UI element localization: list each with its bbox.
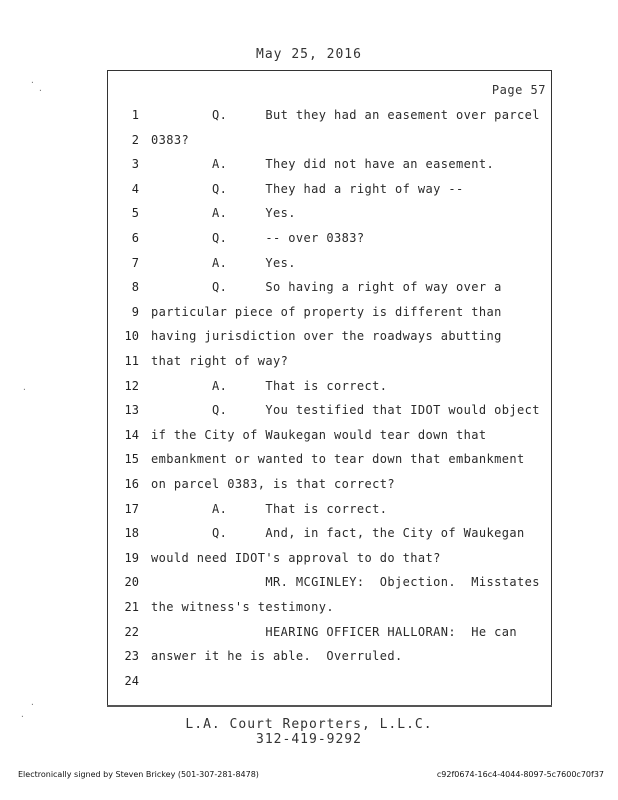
transcript-line: [107, 157, 552, 177]
line-number: 21: [124, 600, 139, 614]
transcript-line: [107, 575, 552, 595]
line-number: 13: [124, 403, 139, 418]
line-text: Q. You testified that IDOT would object: [151, 403, 540, 418]
page-date: May 25, 2016: [256, 47, 362, 62]
transcript-line: [107, 600, 552, 620]
transcript-line: [107, 133, 552, 153]
line-text: A. That is correct.: [151, 501, 388, 516]
transcript-line: [107, 477, 552, 497]
line-number: 17: [124, 501, 139, 516]
line-number: 19: [124, 550, 139, 565]
transcript-line: [107, 403, 552, 423]
transcript-line: [107, 329, 552, 349]
scan-speck: ·: [20, 712, 25, 721]
transcript-line: [107, 206, 552, 226]
scan-speck: ·: [38, 86, 43, 95]
line-number: 11: [124, 354, 139, 368]
line-number: 18: [124, 526, 139, 541]
transcript-line: [107, 108, 552, 128]
transcript-line: [107, 625, 552, 645]
frame-bottom-shadow: [107, 705, 552, 707]
line-number: 14: [124, 427, 139, 442]
page-number: Page 57: [491, 83, 546, 97]
line-text: Q. So having a right of way over a: [151, 280, 502, 295]
line-text: A. They did not have an easement.: [151, 157, 495, 172]
transcript-line: [107, 526, 552, 546]
line-number: 23: [124, 649, 139, 664]
line-text: Q. They had a right of way --: [151, 181, 464, 196]
line-number: 4: [131, 181, 139, 196]
line-text: that right of way?: [151, 354, 289, 368]
line-number: 16: [124, 477, 139, 491]
transcript-line: [107, 280, 552, 300]
transcript-line: [107, 354, 552, 374]
line-text: 0383?: [151, 132, 190, 147]
line-number: 7: [131, 255, 139, 270]
line-number: 5: [131, 206, 139, 221]
transcript-line: [107, 182, 552, 202]
line-text: if the City of Waukegan would tear down that: [151, 427, 487, 442]
signature-right: c92f0674-16c4-4044-8097-5c7600c70f37: [436, 770, 604, 779]
line-number: 2: [131, 132, 139, 147]
line-text: particular piece of property is different than: [151, 304, 502, 319]
transcript-line: [107, 551, 552, 571]
line-text: Q. -- over 0383?: [151, 231, 365, 245]
line-number: 9: [131, 304, 139, 319]
line-text: A. That is correct.: [151, 378, 388, 393]
transcript-line: [107, 428, 552, 448]
line-text: Q. But they had an easement over parcel: [151, 108, 540, 122]
line-text: A. Yes.: [151, 255, 296, 270]
line-text: answer it he is able. Overruled.: [151, 649, 403, 664]
line-number: 24: [124, 673, 139, 688]
line-number: 10: [124, 329, 139, 344]
line-text: HEARING OFFICER HALLORAN: He can: [151, 624, 517, 639]
footer-phone: 312-419-9292: [256, 732, 362, 747]
line-number: 12: [124, 378, 139, 393]
scan-speck: ·: [30, 700, 35, 709]
transcript-line: [107, 305, 552, 325]
line-number: 6: [131, 231, 139, 245]
line-text: having jurisdiction over the roadways abutting: [151, 329, 502, 344]
scan-speck: ·: [22, 385, 27, 394]
line-text: A. Yes.: [151, 206, 296, 221]
transcript-line: [107, 231, 552, 251]
transcript-line: [107, 379, 552, 399]
line-number: 15: [124, 452, 139, 467]
footer-company: L.A. Court Reporters, L.L.C.: [185, 717, 433, 732]
line-text: Q. And, in fact, the City of Waukegan: [151, 526, 525, 541]
line-number: 20: [124, 575, 139, 590]
transcript-line: [107, 452, 552, 472]
transcript-line: [107, 502, 552, 522]
line-text: MR. MCGINLEY: Objection. Misstates: [151, 575, 540, 590]
line-text: embankment or wanted to tear down that embankment: [151, 452, 525, 467]
scan-speck: ·: [30, 78, 35, 87]
line-number: 22: [124, 624, 139, 639]
transcript-line: [107, 256, 552, 276]
line-number: 8: [131, 280, 139, 295]
transcript-line: [107, 674, 552, 694]
line-text: the witness's testimony.: [151, 600, 334, 614]
transcript-line: [107, 649, 552, 669]
signature-left: Electronically signed by Steven Brickey (501-307-281-8478): [18, 770, 259, 779]
line-text: on parcel 0383, is that correct?: [151, 477, 395, 491]
line-number: 3: [131, 157, 139, 172]
line-text: would need IDOT's approval to do that?: [151, 550, 441, 565]
line-number: 1: [131, 108, 139, 122]
